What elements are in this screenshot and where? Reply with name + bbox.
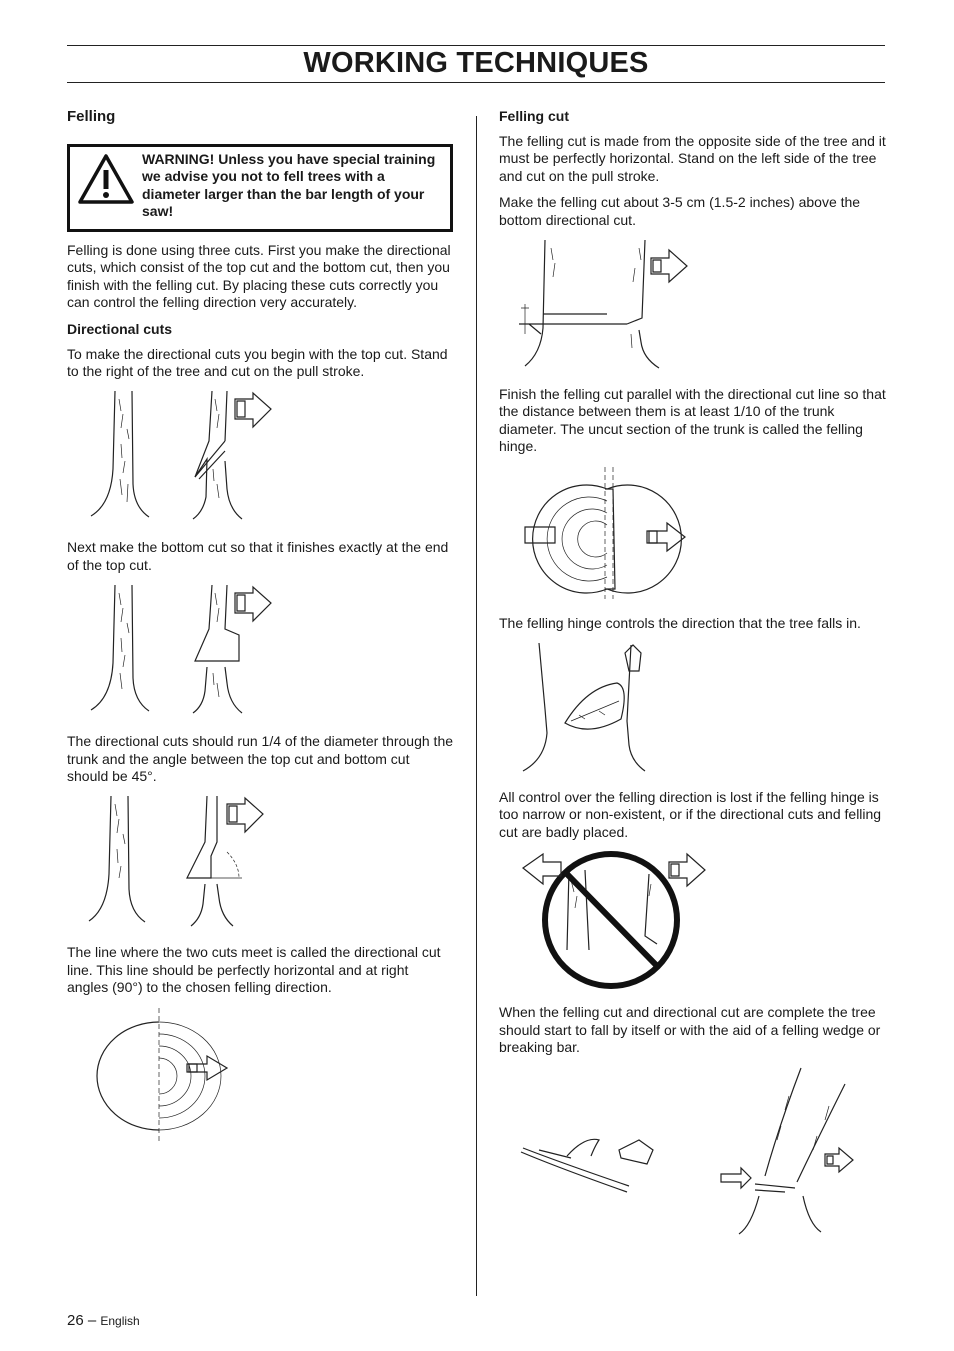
paragraph-felling-hinge: Finish the felling cut parallel with the directional cut line so that the distance between them is at least 1/10 of the trunk diameter. The uncut section of the trunk is called the felling hinge.: [499, 386, 886, 455]
footer-dash: –: [87, 1312, 97, 1329]
figure-wedge-and-bar: [499, 1066, 887, 1238]
title-rule: [67, 82, 885, 83]
page-footer: [67, 1312, 140, 1329]
paragraph-cut-angle: The directional cuts should run 1/4 of the diameter through the trunk and the angle between the top cut and bottom cut should be 45°.: [67, 733, 454, 785]
paragraph-top-cut: To make the directional cuts you begin with the top cut. Stand to the right of the tree and cut on the pull stroke.: [67, 345, 448, 380]
paragraph-tree-fall: When the felling cut and directional cut are complete the tree should start to fall by itself or with the aid of a felling wedge or breaking bar.: [499, 1004, 881, 1056]
paragraph-loss-of-control: All control over the felling direction is lost if the felling hinge is too narrow or non-existent, or if the directional cuts and felling cut are badly placed.: [499, 789, 882, 840]
subheading-directional-cuts: Directional cuts: [67, 320, 173, 337]
page-number: 26: [67, 1312, 84, 1329]
figure-felling-cut: [499, 238, 729, 372]
warning-text: WARNING! Unless you have special training we advise you not to fell trees with a diameter larger than the bar length of your saw!: [142, 151, 436, 220]
paragraph-cut-line: The line where the two cuts meet is called the directional cut line. This line should be perfectly horizontal and at right angles (90°) to the chosen felling direction.: [67, 944, 441, 996]
figure-hinge-direction: [499, 641, 729, 775]
figure-cut-line-topview: [67, 1006, 297, 1146]
paragraph-intro: Felling is done using three cuts. First you make the directional cuts, which consist of the top cut and the bottom cut, then you finish with the felling cut. By placing these cuts correctly you can control the felling direction very accurately.: [67, 242, 451, 311]
figure-cut-angle: [67, 794, 297, 930]
left-column: [67, 108, 453, 1160]
section-heading-felling: Felling: [67, 108, 116, 125]
paragraph-hinge-direction: The felling hinge controls the direction that the tree falls in.: [499, 614, 861, 631]
figure-bottom-cut: [67, 583, 297, 719]
warning-triangle-icon: [77, 153, 135, 205]
prohibition-icon: [499, 850, 729, 990]
footer-language: English: [100, 1314, 140, 1328]
paragraph-felling-cut: The felling cut is made from the opposite side of the tree and it must be perfectly horizontal. Stand on the left side of the tree and cut on the pull stroke.: [499, 133, 886, 184]
subheading-felling-cut: Felling cut: [499, 108, 569, 124]
paragraph-bottom-cut: Next make the bottom cut so that it finishes exactly at the end of the top cut.: [67, 539, 449, 573]
column-divider: [476, 116, 477, 1296]
right-column: [499, 108, 887, 1252]
paragraph-felling-cut-height: Make the felling cut about 3-5 cm (1.5-2 inches) above the bottom directional cut.: [499, 194, 861, 228]
figure-felling-hinge-topview: [499, 465, 729, 601]
warning-box: [67, 144, 453, 232]
page-title: WORKING TECHNIQUES: [303, 47, 649, 79]
figure-top-cut: [67, 389, 297, 525]
